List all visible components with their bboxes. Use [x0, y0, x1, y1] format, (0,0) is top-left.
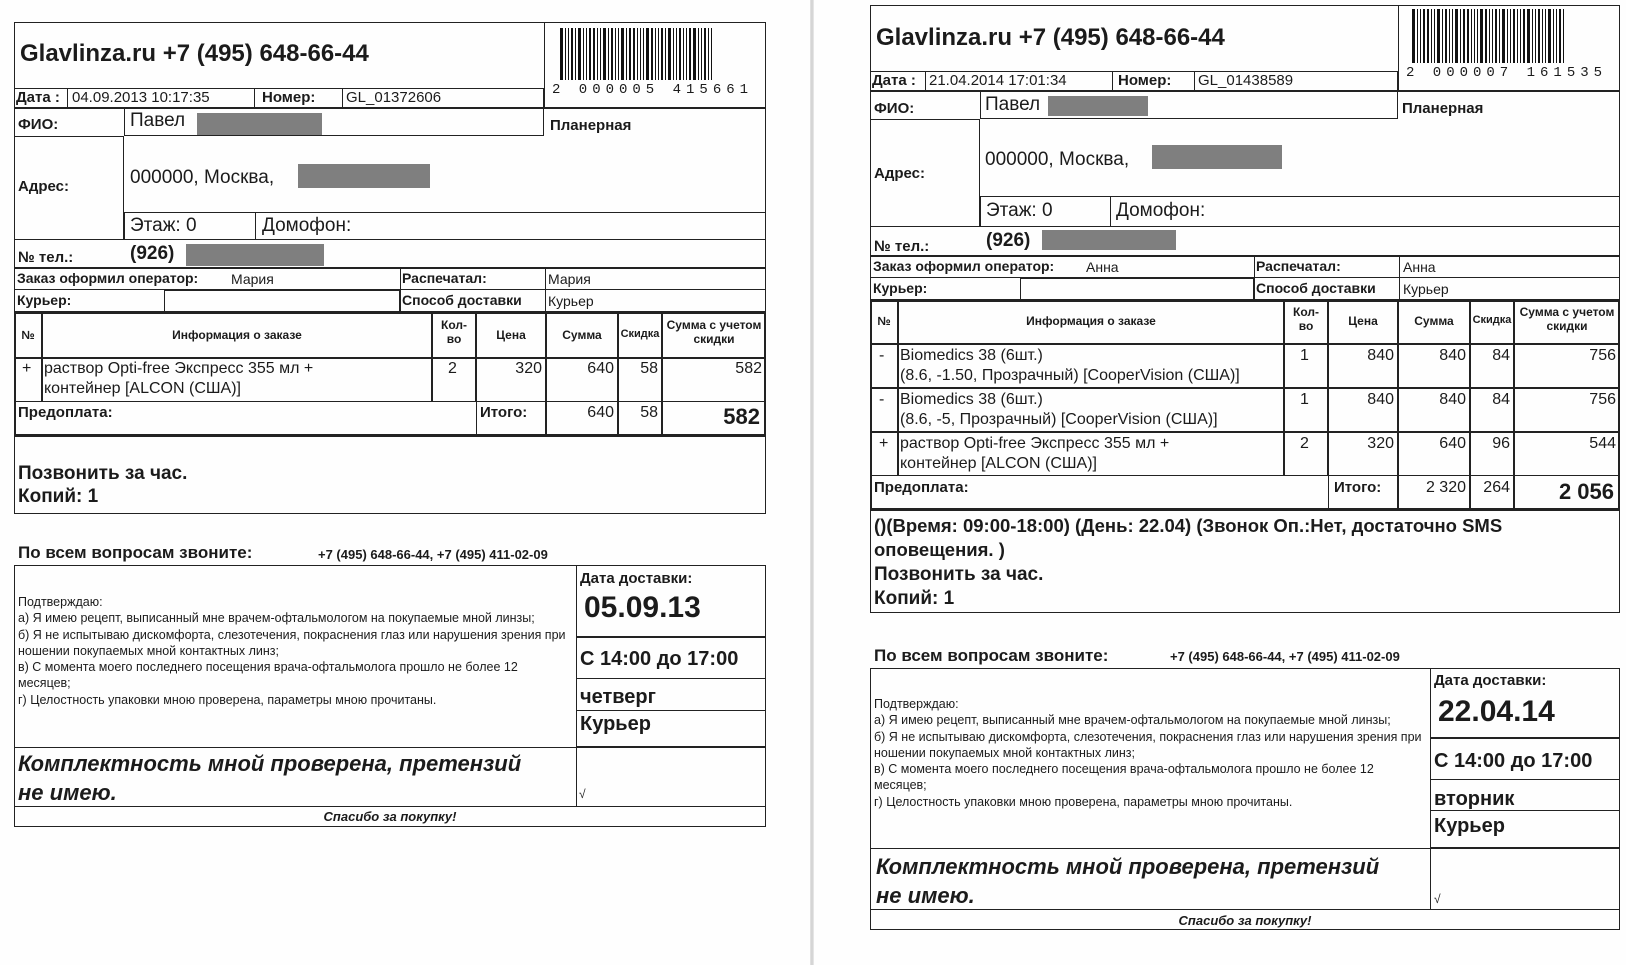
- barcode-bar: [593, 28, 595, 80]
- th-price: Цена: [1348, 314, 1378, 328]
- barcode-bar: [1452, 9, 1453, 63]
- printed-label: Распечатал:: [402, 270, 487, 286]
- address-value: 000000, Москва,: [985, 149, 1130, 170]
- row-price: 840: [1367, 347, 1394, 364]
- row-line2: контейнер [ALCON (США)]: [900, 455, 1097, 472]
- operator-value: Анна: [1086, 259, 1119, 275]
- address-label: Адрес:: [874, 165, 925, 182]
- site-phone: Glavlinza.ru +7 (495) 648-66-44: [20, 40, 369, 67]
- barcode-bar: [1535, 9, 1536, 63]
- th-info: Информация о заказе: [1026, 314, 1156, 328]
- row-line1: Biomedics 38 (6шт.): [900, 347, 1043, 364]
- barcode-bar: [1520, 9, 1521, 63]
- total-discount: 58: [640, 404, 658, 421]
- prepay-label: Предоплата:: [18, 404, 113, 421]
- th-price: Цена: [496, 328, 526, 342]
- barcode-bar: [655, 28, 656, 80]
- delivery-date-label: Дата доставки:: [1434, 672, 1547, 689]
- barcode-bar: [589, 28, 591, 80]
- barcode-bar: [608, 28, 609, 80]
- barcode-bar: [1434, 9, 1435, 63]
- address-value: 000000, Москва,: [130, 167, 275, 188]
- th-qty: Кол-во: [441, 318, 467, 347]
- barcode-bar: [693, 28, 696, 80]
- th-total: Сумма с учетом скидки: [1519, 305, 1615, 334]
- floor-value: Этаж: 0: [986, 200, 1053, 221]
- courier-label: Курьер:: [873, 280, 928, 296]
- barcode-bar: [1474, 9, 1475, 63]
- barcode-bar: [1417, 9, 1418, 63]
- row-qty: 1: [1300, 347, 1309, 364]
- number-value: GL_01438589: [1198, 72, 1294, 89]
- confirm-b: б) Я не испытываю дискомфорта, слезотечения, покраснения глаз или нарушения зрения при ношении покупаемых мной контактных линз;: [874, 729, 1422, 760]
- barcode-bar: [575, 28, 576, 80]
- barcode-bar: [1507, 9, 1508, 63]
- confirm-c: в) С момента моего последнего посещения врача-офтальмолога прошло не более 12 месяцев;: [874, 762, 1374, 793]
- barcode-bar: [583, 28, 584, 80]
- row-sign: -: [879, 347, 885, 364]
- delivery-method: Курьер: [580, 713, 651, 735]
- confirm-text: [18, 594, 573, 708]
- barcode-bar: [1559, 9, 1561, 63]
- barcode-bar: [658, 28, 659, 80]
- barcode-bar: [560, 28, 563, 80]
- row-sum: 840: [1439, 391, 1466, 408]
- operator-label: Заказ оформил оператор:: [17, 270, 199, 286]
- thanks-text: Спасибо за покупку!: [1178, 913, 1312, 928]
- barcode-bar: [618, 28, 619, 80]
- delivery-time: С 14:00 до 17:00: [580, 648, 739, 670]
- barcode-bar: [676, 28, 677, 80]
- date-label: Дата :: [16, 89, 60, 106]
- phone-value: (926): [986, 230, 1031, 251]
- intercom-label: Домофон:: [1116, 200, 1206, 221]
- barcode-bar: [568, 28, 569, 80]
- delivery-date-label: Дата доставки:: [580, 570, 693, 587]
- metro-value: Планерная: [550, 117, 632, 134]
- delivery-time: С 14:00 до 17:00: [1434, 750, 1593, 772]
- number-value: GL_01372606: [346, 89, 442, 106]
- row-qty: 1: [1300, 391, 1309, 408]
- row-sign: -: [879, 391, 885, 408]
- time-note: ()(Время: 09:00-18:00) (День: 22.04) (Звонок Оп.:Нет, достаточно SMS оповещения. ): [874, 515, 1503, 561]
- barcode-bar: [673, 28, 674, 80]
- barcode-bar: [611, 28, 613, 80]
- barcode-bar: [597, 28, 598, 80]
- row-sign: +: [22, 360, 32, 377]
- courier-field: [1020, 278, 1254, 300]
- contact-phones: +7 (495) 648-66-44, +7 (495) 411-02-09: [318, 547, 548, 562]
- barcode-bar: [1532, 9, 1533, 63]
- th-sum: Сумма: [1414, 314, 1454, 328]
- barcode-bar: [1431, 9, 1432, 63]
- th-info: Информация о заказе: [172, 328, 302, 342]
- row-price: 840: [1367, 391, 1394, 408]
- th-qty: Кол-во: [1293, 305, 1319, 334]
- row-total: 582: [735, 360, 762, 377]
- row-price: 320: [515, 360, 542, 377]
- row-line2: контейнер [ALCON (США)]: [44, 380, 241, 397]
- row-discount: 84: [1492, 391, 1510, 408]
- call-note: Позвонить за час.: [18, 463, 188, 484]
- confirm-c: в) С момента моего последнего посещения врача-офтальмолога прошло не более 12 месяцев;: [18, 660, 518, 691]
- row-qty: 2: [1300, 435, 1309, 452]
- total-label: Итого:: [1334, 479, 1382, 496]
- barcode-bar: [698, 28, 699, 80]
- delivery-weekday: вторник: [1434, 788, 1515, 810]
- redaction: [186, 244, 324, 266]
- barcode-bar: [1467, 9, 1469, 63]
- copies-note: Копий: 1: [18, 486, 99, 507]
- prepay-label: Предоплата:: [874, 479, 969, 496]
- barcode-bar: [1489, 9, 1490, 63]
- barcode-bar: [1502, 9, 1505, 63]
- number-label: Номер:: [1118, 72, 1172, 89]
- confirm-d: г) Целостность упаковки мною проверена, параметры мною прочитаны.: [18, 692, 437, 707]
- barcode-bar: [586, 28, 587, 80]
- fio-value: Павел: [985, 94, 1041, 115]
- barcode-bar: [603, 28, 606, 80]
- barcode-bar: [1527, 9, 1530, 63]
- operator-value: Мария: [231, 271, 274, 287]
- barcode-bar: [633, 28, 635, 80]
- barcode-bar: [1471, 9, 1472, 63]
- barcode-bar: [626, 28, 627, 80]
- call-note: Позвонить за час.: [874, 564, 1044, 585]
- complete-text: Комплектность мной проверена, претензий не имею.: [876, 854, 1380, 908]
- barcode: [1412, 9, 1566, 63]
- barcode-number: 2 000007 161535: [1406, 65, 1608, 81]
- barcode-bar: [637, 28, 638, 80]
- barcode-bar: [1513, 9, 1515, 63]
- confirm-a: а) Я имею рецепт, выписанный мне врачем-офтальмологом на покупаемые мной линзы;: [18, 611, 535, 626]
- row-total: 756: [1589, 391, 1616, 408]
- barcode-bar: [1412, 9, 1415, 63]
- confirm-title: Подтверждаю:: [18, 595, 103, 609]
- barcode-number: 2 000005 415661: [552, 82, 754, 98]
- barcode-bar: [689, 28, 691, 80]
- barcode-bar: [1427, 9, 1429, 63]
- barcode-bar: [679, 28, 681, 80]
- barcode-bar: [1477, 9, 1478, 63]
- fio-value: Павел: [130, 110, 186, 131]
- phone-value: (926): [130, 243, 175, 264]
- th-no: №: [877, 314, 891, 328]
- signature-cell: [1430, 848, 1620, 910]
- barcode-bar: [571, 28, 573, 80]
- confirm-a: а) Я имею рецепт, выписанный мне врачем-офтальмологом на покупаемые мной линзы;: [874, 713, 1391, 728]
- delivery-date: 05.09.13: [584, 591, 701, 624]
- address-label: Адрес:: [18, 178, 69, 195]
- redaction: [1048, 96, 1148, 116]
- metro-value: Планерная: [1402, 100, 1484, 117]
- total-sum: 640: [587, 404, 614, 421]
- check-mark: √: [579, 787, 586, 801]
- barcode-bar: [1542, 9, 1543, 63]
- date-label: Дата :: [872, 72, 916, 89]
- printed-value: Мария: [548, 271, 591, 287]
- printed-value: Анна: [1403, 259, 1436, 275]
- barcode-bar: [708, 28, 709, 80]
- barcode-bar: [1485, 9, 1487, 63]
- phone-label: № тел.:: [18, 249, 74, 266]
- row-sum: 640: [587, 360, 614, 377]
- intercom-label: Домофон:: [262, 215, 352, 236]
- barcode-bar: [711, 28, 712, 80]
- barcode-bar: [668, 28, 671, 80]
- th-discount: Скидка: [620, 328, 660, 340]
- total-discount: 264: [1483, 479, 1510, 496]
- redaction: [1042, 230, 1176, 250]
- barcode: [560, 28, 714, 80]
- row-total: 756: [1589, 347, 1616, 364]
- barcode-bar: [1437, 9, 1440, 63]
- row-line1: раствор Opti-free Экспресс 355 мл +: [900, 435, 1170, 452]
- delivery-weekday: четверг: [580, 686, 656, 708]
- barcode-bar: [1538, 9, 1540, 63]
- barcode-bar: [1423, 9, 1425, 63]
- grand-total: 2 056: [1558, 479, 1614, 504]
- barcode-bar: [661, 28, 663, 80]
- delivery-method: Курьер: [1434, 815, 1505, 837]
- redaction: [298, 164, 430, 188]
- delivery-date: 22.04.14: [1438, 695, 1555, 728]
- fio-field: [980, 91, 1398, 119]
- barcode-bar: [1492, 9, 1493, 63]
- barcode-bar: [615, 28, 616, 80]
- barcode-bar: [1420, 9, 1421, 63]
- fio-label: ФИО:: [18, 116, 59, 133]
- barcode-bar: [621, 28, 624, 80]
- barcode-bar: [640, 28, 641, 80]
- row-sum: 640: [1439, 435, 1466, 452]
- delivery-method-label: Способ доставки: [402, 292, 522, 308]
- row-discount: 96: [1492, 435, 1510, 452]
- row-qty: 2: [448, 360, 457, 377]
- delivery-method-value: Курьер: [548, 293, 594, 309]
- barcode-bar: [704, 28, 706, 80]
- barcode-bar: [646, 28, 649, 80]
- redaction: [1152, 145, 1282, 169]
- barcode-bar: [1495, 9, 1497, 63]
- row-line2: (8.6, -5, Прозрачный) [CooperVision (США)]: [900, 411, 1218, 428]
- row-line1: Biomedics 38 (6шт.): [900, 391, 1043, 408]
- row-sign: +: [879, 435, 889, 452]
- total-sum: 2 320: [1425, 479, 1466, 496]
- contact-phones: +7 (495) 648-66-44, +7 (495) 411-02-09: [1170, 649, 1400, 664]
- barcode-bar: [600, 28, 601, 80]
- row-total: 544: [1589, 435, 1616, 452]
- barcode-bar: [686, 28, 687, 80]
- barcode-bar: [1517, 9, 1518, 63]
- th-total: Сумма с учетом скидки: [666, 318, 762, 347]
- barcode-bar: [683, 28, 684, 80]
- confirm-title: Подтверждаю:: [874, 697, 959, 711]
- fio-label: ФИО:: [874, 100, 915, 117]
- barcode-bar: [1445, 9, 1447, 63]
- courier-field: [164, 290, 400, 312]
- row-discount: 84: [1492, 347, 1510, 364]
- fio-field: [124, 108, 544, 136]
- floor-value: Этаж: 0: [130, 215, 197, 236]
- printed-label: Распечатал:: [1256, 258, 1341, 274]
- page-fold: [810, 0, 814, 965]
- barcode-bar: [629, 28, 631, 80]
- barcode-bar: [1548, 9, 1551, 63]
- contact-label: По всем вопросам звоните:: [874, 646, 1109, 665]
- signature-cell: [576, 747, 766, 807]
- redaction: [197, 113, 322, 135]
- operator-label: Заказ оформил оператор:: [873, 258, 1055, 274]
- number-label: Номер:: [262, 89, 316, 106]
- barcode-bar: [643, 28, 644, 80]
- barcode-bar: [1510, 9, 1511, 63]
- date-value: 21.04.2014 17:01:34: [929, 72, 1067, 89]
- th-discount: Скидка: [1472, 314, 1512, 326]
- barcode-bar: [1523, 9, 1525, 63]
- copies-note: Копий: 1: [874, 588, 955, 609]
- phone-label: № тел.:: [874, 238, 930, 255]
- confirm-d: г) Целостность упаковки мною проверена, параметры мною прочитаны.: [874, 794, 1293, 809]
- barcode-bar: [1449, 9, 1450, 63]
- barcode-bar: [1463, 9, 1465, 63]
- row-price: 320: [1367, 435, 1394, 452]
- barcode-bar: [701, 28, 702, 80]
- barcode-bar: [1545, 9, 1546, 63]
- th-no: №: [21, 328, 35, 342]
- barcode-bar: [1480, 9, 1483, 63]
- contact-label: По всем вопросам звоните:: [18, 543, 253, 562]
- barcode-bar: [1460, 9, 1461, 63]
- delivery-method-value: Курьер: [1403, 281, 1449, 297]
- barcode-bar: [565, 28, 566, 80]
- barcode-bar: [1455, 9, 1458, 63]
- complete-text: Комплектность мной проверена, претензий не имею.: [18, 751, 522, 805]
- barcode-bar: [1553, 9, 1554, 63]
- barcode-bar: [1556, 9, 1557, 63]
- delivery-method-label: Способ доставки: [1256, 280, 1376, 296]
- row-sum: 840: [1439, 347, 1466, 364]
- row-line1: раствор Opti-free Экспресс 355 мл +: [44, 360, 314, 377]
- barcode-bar: [665, 28, 666, 80]
- check-mark: √: [1434, 892, 1441, 906]
- grand-total: 582: [723, 404, 760, 429]
- barcode-bar: [651, 28, 653, 80]
- courier-label: Курьер:: [17, 292, 72, 308]
- site-phone: Glavlinza.ru +7 (495) 648-66-44: [876, 24, 1225, 51]
- total-label: Итого:: [480, 404, 528, 421]
- barcode-bar: [1499, 9, 1500, 63]
- row-line2: (8.6, -1.50, Прозрачный) [CooperVision (США)]: [900, 367, 1240, 384]
- confirm-text: [874, 696, 1426, 810]
- row-discount: 58: [640, 360, 658, 377]
- date-value: 04.09.2013 10:17:35: [72, 89, 210, 106]
- barcode-bar: [1442, 9, 1443, 63]
- barcode-bar: [578, 28, 581, 80]
- barcode-bar: [1563, 9, 1564, 63]
- th-sum: Сумма: [562, 328, 602, 342]
- thanks-text: Спасибо за покупку!: [323, 809, 457, 824]
- confirm-b: б) Я не испытываю дискомфорта, слезотечения, покраснения глаз или нарушения зрения при ношении покупаемых мной контактных линз;: [18, 627, 566, 658]
